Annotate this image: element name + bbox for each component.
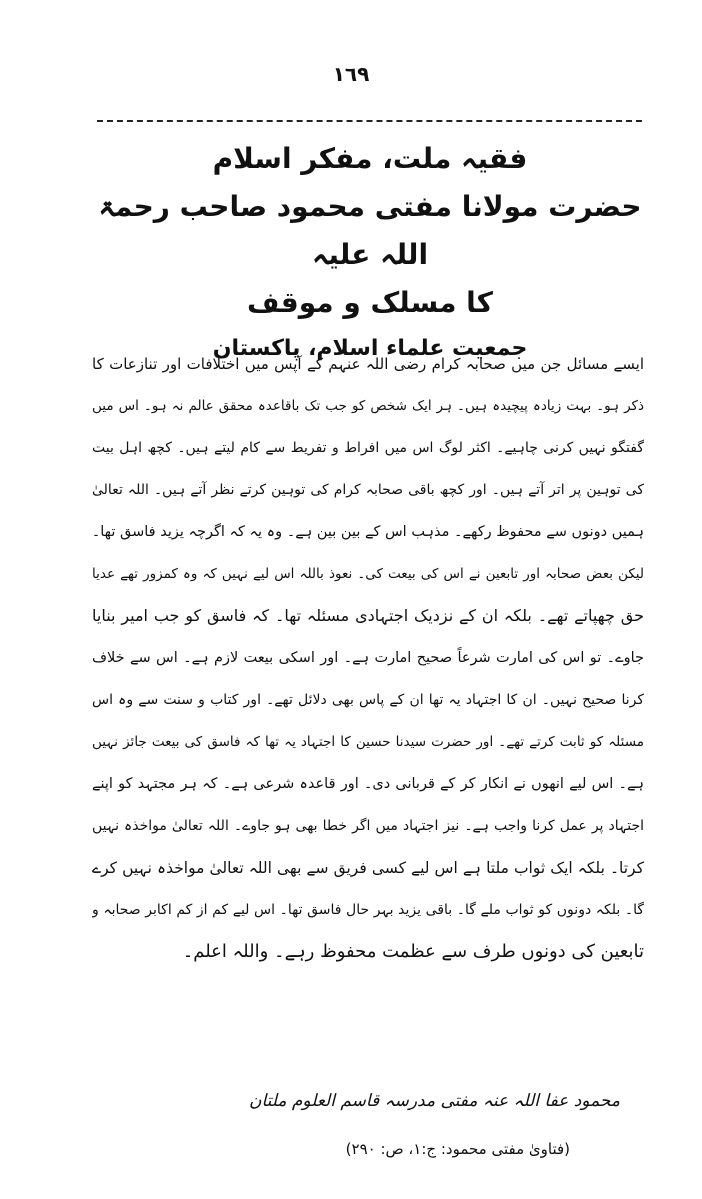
body-line: کرنا صحیح نہیں۔ ان کا اجتہاد یہ تھا ان کے پاس بھی دلائل تھے۔ اور کتاب و سنت سے وہ اس [92,692,644,708]
body-line: گا۔ بلکہ دونوں کو ثواب ملے گا۔ باقی یزید بہر حال فاسق تھا۔ اس لیے کم از کم اکابر صحابہ و [92,902,644,918]
body-line: کی توہین پر اتر آتے ہیں۔ اور کچھ باقی صحابہ کرام کی توہین کرتے نظر آتے ہیں۔ اللہ تعالیٰ [92,482,644,498]
body-line: گفتگو نہیں کرنی چاہیے۔ اکثر لوگ اس میں افراط و تفریط سے کام لیتے ہیں۔ کچھ اہل بیت [92,440,644,456]
heading-line-2: حضرت مولانا مفتی محمود صاحب رحمۃ اللہ علیہ [98,190,642,271]
body-line: ذکر ہو۔ بہت زیادہ پیچیدہ ہیں۔ ہر ایک شخص کو جب تک باقاعدہ محقق عالم نہ ہو۔ اس میں [92,398,644,414]
heading-line-3: کا مسلک و موقف [247,286,493,319]
signature-line: محمود عفا اللہ عنہ مفتی مدرسہ قاسم العلوم ملتان [248,1091,620,1111]
body-line: جاوے۔ تو اس کی امارت شرعاً صحیح امارت ہے۔ اور اسکی بیعت لازم ہے۔ اس سے خلاف [92,650,644,666]
body-text [92,343,644,973]
page-number: ١٦٩ [332,62,370,86]
body-line: حق چھپاتے تھے۔ بلکہ ان کے نزدیک اجتہادی مسئلہ تھا۔ کہ فاسق کو جب امیر بنایا [92,606,644,625]
header-divider [97,120,642,122]
body-line: مسئلہ کو ثابت کرتے تھے۔ اور حضرت سیدنا حسین کا اجتہاد یہ تھا کہ فاسق کی بیعت جائز نہیں [92,734,644,750]
body-line: ایسے مسائل جن میں صحابہ کرام رضی اللہ عنہم کے آپس میں اختلافات اور تنازعات کا [92,355,644,373]
body-line: ہمیں دونوں سے محفوظ رکھے۔ مذہب اس کے بین بین ہے۔ وہ یہ کہ اگرچہ یزید فاسق تھا۔ [92,524,644,540]
body-line: لیکن بعض صحابہ اور تابعین نے اس کی بیعت کی۔ نعوذ باللہ اس لیے نہیں کہ وہ کمزور تھے عدیا [92,566,644,582]
reference-citation: (فتاویٰ مفتی محمود: ج:۱، ص: ۲۹۰) [345,1140,570,1158]
heading-line-1: فقیہ ملت، مفکر اسلام [212,142,528,175]
body-line: تابعین کی دونوں طرف سے عظمت محفوظ رہے۔ واللہ اعلم۔ [182,941,644,962]
heading-block [80,135,660,369]
body-line: کرتا۔ بلکہ ایک ثواب ملتا ہے اس لیے کسی فریق سے بھی اللہ تعالیٰ مواخذہ نہیں کرے [92,859,644,877]
body-line: ہے۔ اس لیے انھوں نے انکار کر کے قربانی دی۔ اور قاعدہ شرعی ہے۔ کہ ہر مجتہد کو اپنے [92,776,644,792]
body-line: اجتہاد پر عمل کرنا واجب ہے۔ نیز اجتہاد میں اگر خطا بھی ہو جاوے۔ اللہ تعالیٰ مواخذہ نہیں [92,818,644,834]
organization-line: جمعیت علماء اسلام، پاکستان [212,336,528,361]
